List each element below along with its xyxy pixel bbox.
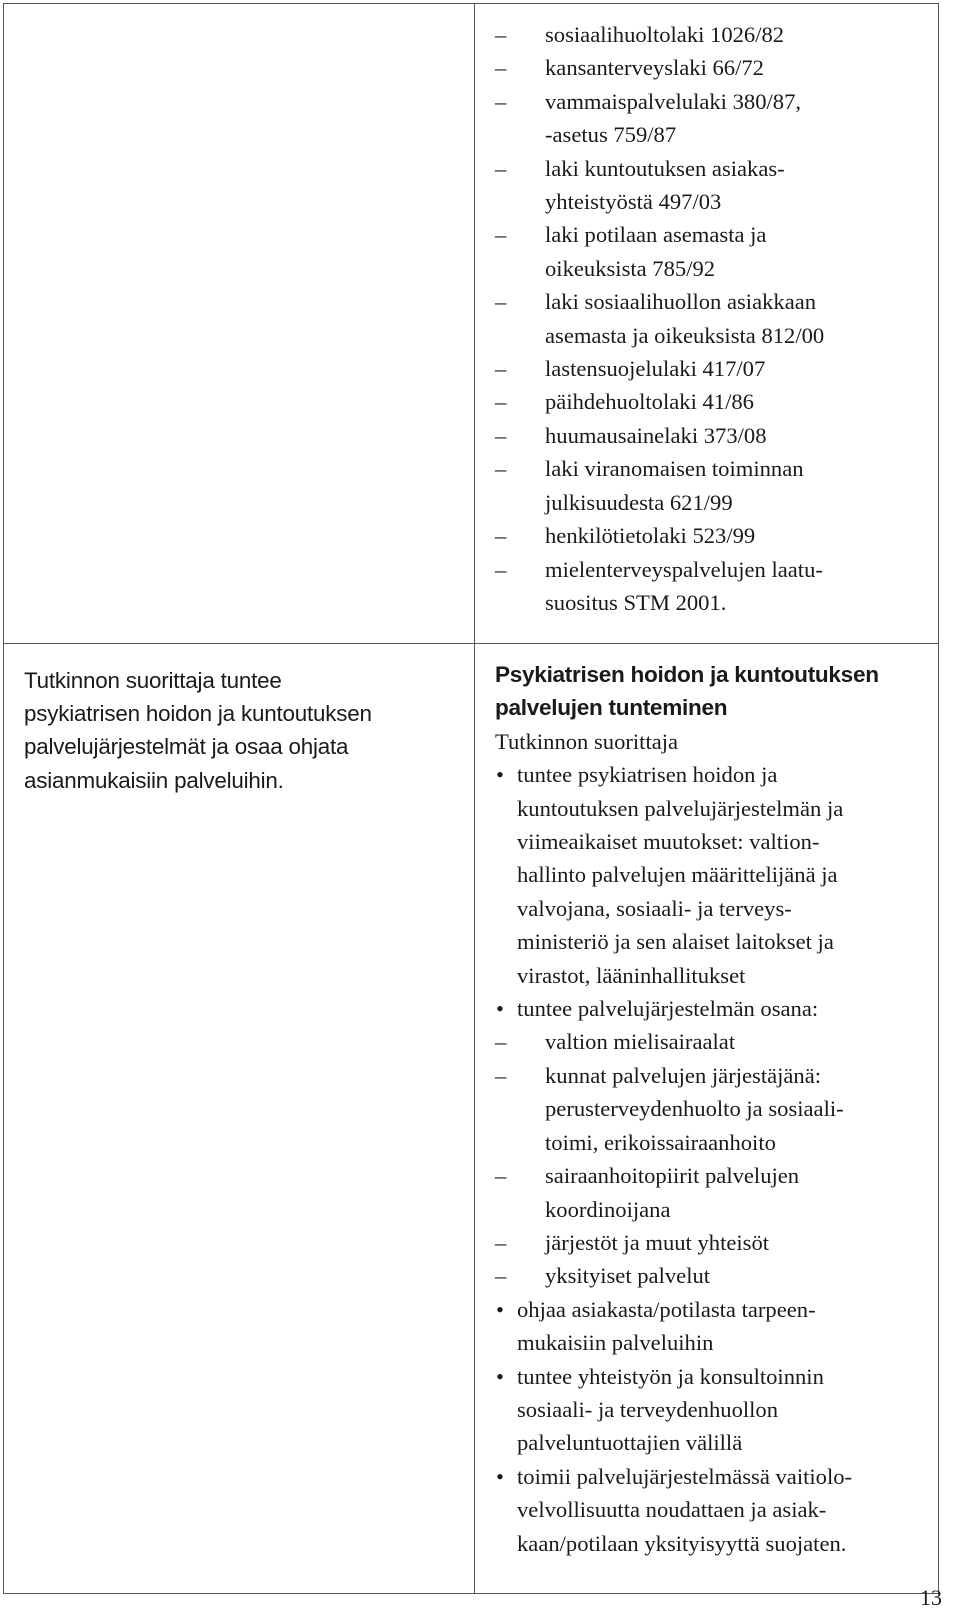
- law-item: [495, 385, 920, 418]
- criteria-subject: Tutkinnon suorittaja: [495, 728, 679, 754]
- law-line: – laki sosiaalihuollon asiakkaan: [545, 289, 817, 315]
- table-row: [4, 644, 939, 1594]
- law-line: -asetus 759/87: [545, 122, 677, 148]
- goal-line: palvelujärjestelmät ja osaa ohjata: [24, 734, 349, 760]
- empty-goal-cell: [4, 4, 475, 644]
- law-item: [495, 452, 920, 519]
- law-line: asemasta ja oikeuksista 812/00: [545, 322, 825, 348]
- criteria-cell: [475, 644, 939, 1594]
- criteria-line: valvojana, sosiaali- ja terveys-: [517, 895, 792, 921]
- law-item: [495, 85, 920, 152]
- laws-cell: [475, 4, 939, 644]
- law-line: – huumausainelaki 373/08: [545, 422, 767, 448]
- goal-text: [4, 644, 474, 797]
- criteria-line: ministeriö ja sen alaiset laitokset ja: [517, 929, 834, 955]
- law-line: – päihdehuoltolaki 41/86: [545, 389, 754, 415]
- law-line: – kansanterveyslaki 66/72: [545, 55, 764, 81]
- criteria-table: [3, 3, 939, 1594]
- heading-line: Psykiatrisen hoidon ja kuntoutuksen: [495, 662, 879, 687]
- criteria-sub-line: – järjestöt ja muut yhteisöt: [545, 1229, 770, 1255]
- criteria-sub-item: [495, 1059, 920, 1159]
- criteria-sub-line: koordinoijana: [545, 1196, 671, 1222]
- law-item: [495, 18, 920, 51]
- law-line: – mielenterveyspalvelujen laatu-: [545, 556, 823, 582]
- criteria-bullet-item: [495, 758, 920, 992]
- criteria-line: mukaisiin palveluihin: [517, 1330, 714, 1356]
- criteria-line: • tuntee yhteistyön ja konsultoinnin: [517, 1363, 824, 1389]
- heading-line: palvelujen tunteminen: [495, 695, 728, 721]
- criteria-sub-item: [495, 1226, 920, 1259]
- law-line: – laki viranomaisen toiminnan: [545, 456, 804, 482]
- criteria-line: • tuntee palvelujärjestelmän osana:: [517, 996, 819, 1022]
- criteria-bullet-item: [495, 1360, 920, 1460]
- criteria-line: hallinto palvelujen määrittelijänä ja: [517, 862, 838, 888]
- law-item: [495, 419, 920, 452]
- criteria-sub-line: – sairaanhoitopiirit palvelujen: [545, 1163, 800, 1189]
- criteria-line: • toimii palvelujärjestelmässä vaitiolo-: [517, 1463, 853, 1489]
- laws-list: [475, 4, 938, 619]
- criteria-line: • ohjaa asiakasta/potilasta tarpeen-: [517, 1296, 816, 1322]
- goal-line: asianmukaisiin palveluihin.: [24, 767, 284, 793]
- law-line: suositus STM 2001.: [545, 589, 727, 615]
- criteria-sub-list: [517, 1025, 920, 1292]
- law-line: – vammaispalvelulaki 380/87,: [545, 88, 802, 114]
- law-line: oikeuksista 785/92: [545, 255, 716, 281]
- law-item: [495, 51, 920, 84]
- criteria-bullet-item: [495, 1293, 920, 1360]
- criteria-bullet-item: [495, 992, 920, 1293]
- law-item: [495, 352, 920, 385]
- criteria-line: palveluntuottajien välillä: [517, 1430, 743, 1456]
- law-item: [495, 285, 920, 352]
- law-line: – sosiaalihuoltolaki 1026/82: [545, 22, 785, 47]
- criteria-line: virastot, lääninhallitukset: [517, 962, 746, 988]
- criteria-list: [495, 758, 920, 1560]
- goal-line: Tutkinnon suorittaja tuntee: [24, 668, 282, 693]
- page-number: 13: [920, 1585, 942, 1610]
- criteria-line: kuntoutuksen palvelujärjestelmän ja: [517, 795, 844, 821]
- law-line: – laki kuntoutuksen asiakas-: [545, 155, 785, 181]
- law-line: julkisuudesta 621/99: [545, 489, 733, 515]
- criteria-line: sosiaali- ja terveydenhuollon: [517, 1396, 779, 1422]
- law-line: – henkilötietolaki 523/99: [545, 523, 756, 549]
- law-item: [495, 152, 920, 219]
- criteria-line: velvollisuutta noudattaen ja asiak-: [517, 1497, 827, 1523]
- law-line: – laki potilaan asemasta ja: [545, 222, 767, 248]
- goal-cell: [4, 644, 475, 1594]
- criteria-sub-line: – valtion mielisairaalat: [545, 1029, 736, 1055]
- criteria-sub-item: [495, 1025, 920, 1058]
- criteria-bullet-item: [495, 1460, 920, 1560]
- criteria-line: viimeaikaiset muutokset: valtion-: [517, 829, 820, 855]
- criteria-content: [475, 644, 938, 1560]
- criteria-sub-item: [495, 1259, 920, 1292]
- criteria-sub-line: – yksityiset palvelut: [545, 1263, 711, 1289]
- law-item: [495, 519, 920, 552]
- table-row: [4, 4, 939, 644]
- criteria-line: kaan/potilaan yksityisyyttä suojaten.: [517, 1530, 847, 1556]
- criteria-sub-line: toimi, erikoissairaanhoito: [545, 1129, 776, 1155]
- criteria-sub-item: [495, 1159, 920, 1226]
- goal-line: psykiatrisen hoidon ja kuntoutuksen: [24, 701, 372, 727]
- law-item: [495, 553, 920, 620]
- criteria-line: • tuntee psykiatrisen hoidon ja: [517, 762, 778, 788]
- criteria-heading: [495, 658, 920, 725]
- criteria-sub-line: – kunnat palvelujen järjestäjänä:: [545, 1062, 822, 1088]
- law-line: yhteistyöstä 497/03: [545, 189, 722, 215]
- law-item: [495, 218, 920, 285]
- criteria-sub-line: perusterveydenhuolto ja sosiaali-: [545, 1096, 844, 1122]
- law-line: – lastensuojelulaki 417/07: [545, 356, 766, 382]
